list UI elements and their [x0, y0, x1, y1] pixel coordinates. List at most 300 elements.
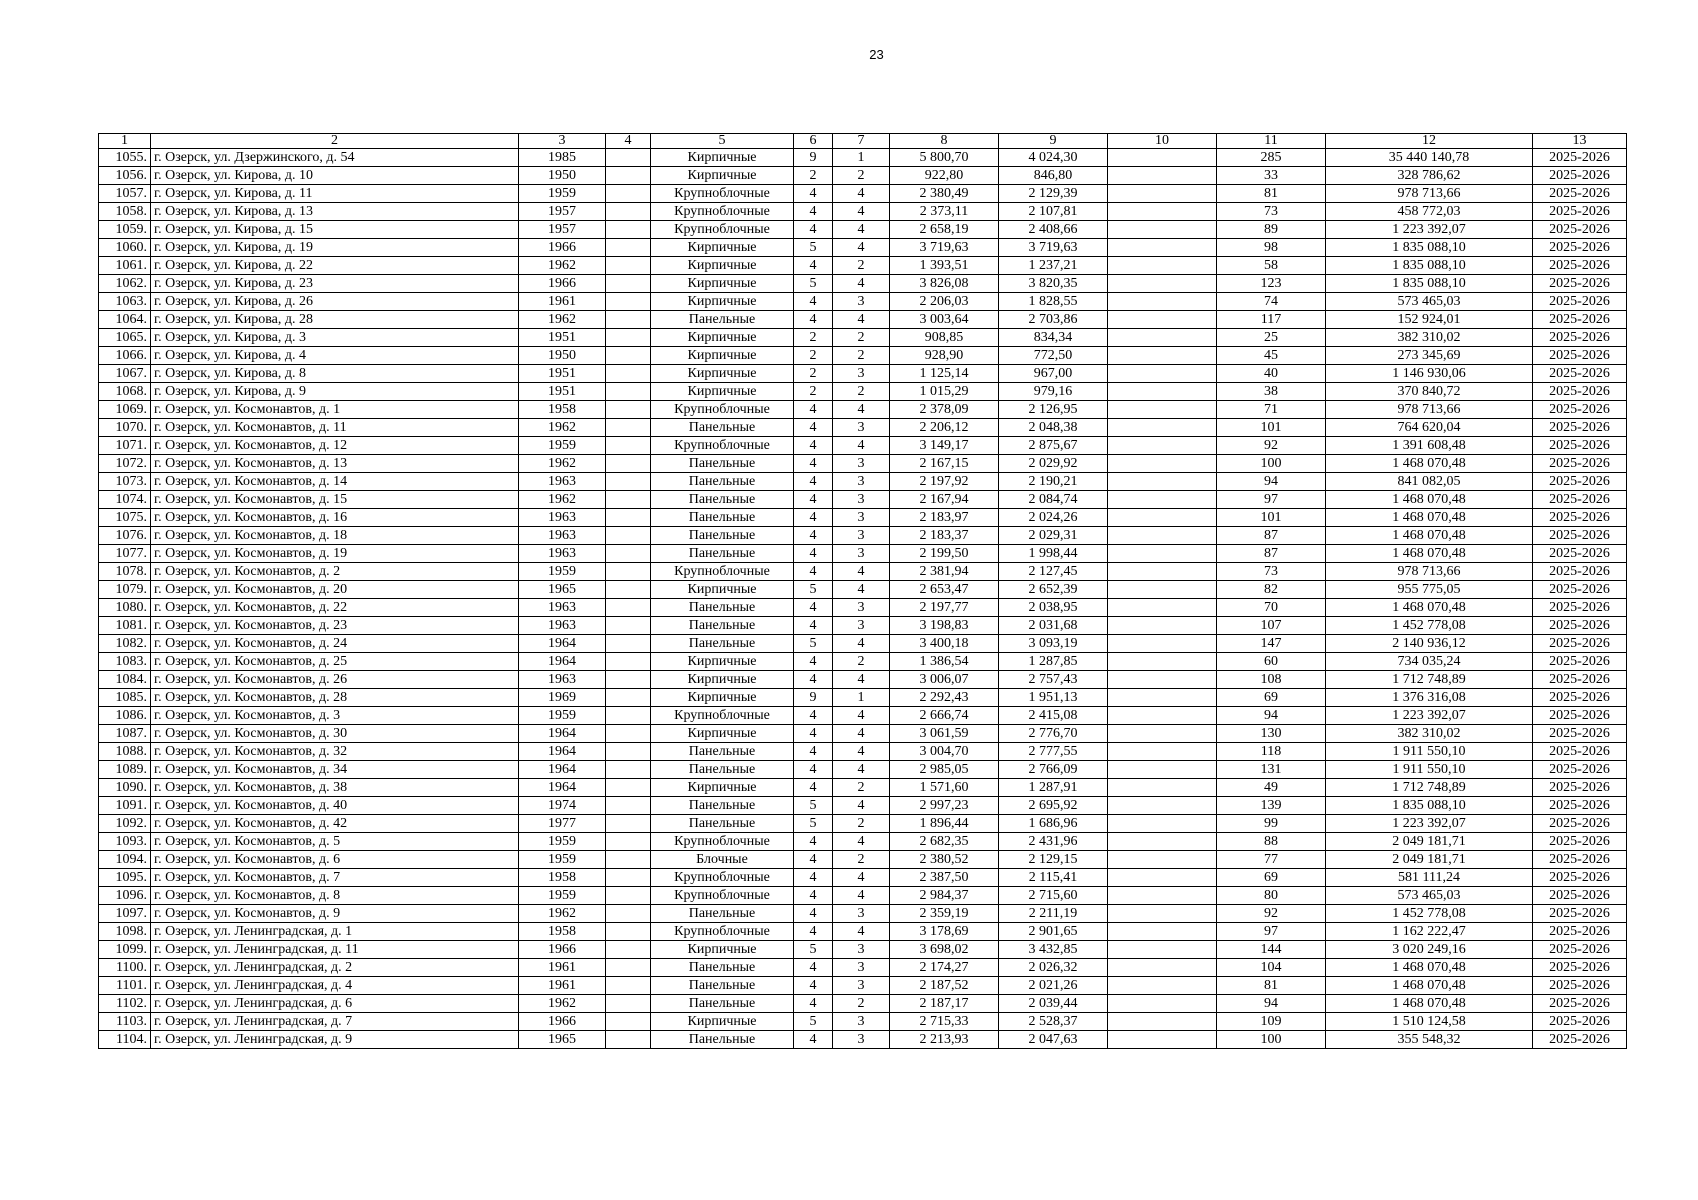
address-cell: г. Озерск, ул. Ленинградская, д. 2 [151, 959, 519, 977]
address-cell: г. Озерск, ул. Кирова, д. 15 [151, 221, 519, 239]
cost-cell: 978 713,66 [1326, 401, 1533, 419]
entrances-cell: 3 [833, 1013, 890, 1031]
residents-cell: 81 [1217, 977, 1326, 995]
floors-cell: 4 [794, 293, 833, 311]
entrances-cell: 4 [833, 221, 890, 239]
entrances-cell: 4 [833, 635, 890, 653]
living-area-cell: 2 408,66 [999, 221, 1108, 239]
row-number-cell: 1091. [99, 797, 151, 815]
address-cell: г. Озерск, ул. Кирова, д. 19 [151, 239, 519, 257]
period-cell: 2025-2026 [1533, 995, 1627, 1013]
cost-cell: 1 452 778,08 [1326, 617, 1533, 635]
wall-material-cell: Панельные [651, 311, 794, 329]
col-10-cell [1108, 995, 1217, 1013]
col-4-cell [606, 365, 651, 383]
col-4-cell [606, 401, 651, 419]
cost-cell: 1 468 070,48 [1326, 455, 1533, 473]
cost-cell: 2 049 181,71 [1326, 851, 1533, 869]
address-cell: г. Озерск, ул. Космонавтов, д. 18 [151, 527, 519, 545]
row-number-cell: 1075. [99, 509, 151, 527]
wall-material-cell: Панельные [651, 797, 794, 815]
living-area-cell: 1 287,91 [999, 779, 1108, 797]
residents-cell: 104 [1217, 959, 1326, 977]
residents-cell: 97 [1217, 923, 1326, 941]
entrances-cell: 3 [833, 473, 890, 491]
period-cell: 2025-2026 [1533, 167, 1627, 185]
col-4-cell [606, 725, 651, 743]
address-cell: г. Озерск, ул. Космонавтов, д. 2 [151, 563, 519, 581]
period-cell: 2025-2026 [1533, 977, 1627, 995]
address-cell: г. Озерск, ул. Кирова, д. 23 [151, 275, 519, 293]
living-area-cell: 2 021,26 [999, 977, 1108, 995]
address-cell: г. Озерск, ул. Космонавтов, д. 24 [151, 635, 519, 653]
col-4-cell [606, 905, 651, 923]
residents-cell: 25 [1217, 329, 1326, 347]
residents-cell: 73 [1217, 563, 1326, 581]
row-number-cell: 1093. [99, 833, 151, 851]
residents-cell: 118 [1217, 743, 1326, 761]
col-10-cell [1108, 797, 1217, 815]
cost-cell: 1 835 088,10 [1326, 797, 1533, 815]
row-number-cell: 1074. [99, 491, 151, 509]
table-row [99, 1031, 1627, 1049]
residents-cell: 97 [1217, 491, 1326, 509]
residents-cell: 87 [1217, 527, 1326, 545]
floors-cell: 4 [794, 437, 833, 455]
col-4-cell [606, 779, 651, 797]
residents-cell: 77 [1217, 851, 1326, 869]
total-area-cell: 2 666,74 [890, 707, 999, 725]
table-row [99, 257, 1627, 275]
row-number-cell: 1099. [99, 941, 151, 959]
col-4-cell [606, 257, 651, 275]
residents-cell: 101 [1217, 419, 1326, 437]
address-cell: г. Озерск, ул. Космонавтов, д. 9 [151, 905, 519, 923]
table-row [99, 437, 1627, 455]
living-area-cell: 2 528,37 [999, 1013, 1108, 1031]
total-area-cell: 928,90 [890, 347, 999, 365]
address-cell: г. Озерск, ул. Космонавтов, д. 20 [151, 581, 519, 599]
col-10-cell [1108, 923, 1217, 941]
floors-cell: 5 [794, 941, 833, 959]
year-built-cell: 1959 [519, 887, 606, 905]
floors-cell: 4 [794, 401, 833, 419]
total-area-cell: 2 682,35 [890, 833, 999, 851]
address-cell: г. Озерск, ул. Космонавтов, д. 23 [151, 617, 519, 635]
year-built-cell: 1964 [519, 653, 606, 671]
floors-cell: 4 [794, 455, 833, 473]
total-area-cell: 1 015,29 [890, 383, 999, 401]
address-cell: г. Озерск, ул. Кирова, д. 8 [151, 365, 519, 383]
residents-cell: 58 [1217, 257, 1326, 275]
total-area-cell: 2 213,93 [890, 1031, 999, 1049]
year-built-cell: 1951 [519, 383, 606, 401]
row-number-cell: 1083. [99, 653, 151, 671]
wall-material-cell: Крупноблочные [651, 221, 794, 239]
entrances-cell: 3 [833, 455, 890, 473]
period-cell: 2025-2026 [1533, 293, 1627, 311]
table-row [99, 725, 1627, 743]
year-built-cell: 1958 [519, 401, 606, 419]
row-number-cell: 1095. [99, 869, 151, 887]
period-cell: 2025-2026 [1533, 869, 1627, 887]
col-4-cell [606, 599, 651, 617]
wall-material-cell: Панельные [651, 491, 794, 509]
floors-cell: 2 [794, 383, 833, 401]
living-area-cell: 2 777,55 [999, 743, 1108, 761]
total-area-cell: 3 149,17 [890, 437, 999, 455]
row-number-cell: 1089. [99, 761, 151, 779]
entrances-cell: 4 [833, 203, 890, 221]
col-10-cell [1108, 815, 1217, 833]
wall-material-cell: Кирпичные [651, 671, 794, 689]
cost-cell: 841 082,05 [1326, 473, 1533, 491]
cost-cell: 152 924,01 [1326, 311, 1533, 329]
year-built-cell: 1962 [519, 311, 606, 329]
col-4-cell [606, 671, 651, 689]
col-4-cell [606, 419, 651, 437]
row-number-cell: 1101. [99, 977, 151, 995]
col-10-cell [1108, 509, 1217, 527]
table-row [99, 635, 1627, 653]
period-cell: 2025-2026 [1533, 887, 1627, 905]
row-number-cell: 1055. [99, 149, 151, 167]
row-number-cell: 1102. [99, 995, 151, 1013]
table-row [99, 923, 1627, 941]
residents-cell: 92 [1217, 905, 1326, 923]
living-area-cell: 834,34 [999, 329, 1108, 347]
residents-cell: 139 [1217, 797, 1326, 815]
col-4-cell [606, 887, 651, 905]
col-4-cell [606, 563, 651, 581]
row-number-cell: 1081. [99, 617, 151, 635]
living-area-cell: 2 766,09 [999, 761, 1108, 779]
residents-cell: 88 [1217, 833, 1326, 851]
row-number-cell: 1068. [99, 383, 151, 401]
year-built-cell: 1959 [519, 563, 606, 581]
entrances-cell: 3 [833, 509, 890, 527]
living-area-cell: 2 415,08 [999, 707, 1108, 725]
entrances-cell: 3 [833, 1031, 890, 1049]
cost-cell: 955 775,05 [1326, 581, 1533, 599]
wall-material-cell: Кирпичные [651, 167, 794, 185]
total-area-cell: 1 125,14 [890, 365, 999, 383]
cost-cell: 1 468 070,48 [1326, 509, 1533, 527]
column-header-6: 6 [794, 134, 833, 149]
table-row [99, 833, 1627, 851]
entrances-cell: 4 [833, 275, 890, 293]
row-number-cell: 1100. [99, 959, 151, 977]
living-area-cell: 2 652,39 [999, 581, 1108, 599]
wall-material-cell: Крупноблочные [651, 887, 794, 905]
year-built-cell: 1957 [519, 221, 606, 239]
total-area-cell: 3 003,64 [890, 311, 999, 329]
col-4-cell [606, 707, 651, 725]
entrances-cell: 4 [833, 797, 890, 815]
wall-material-cell: Кирпичные [651, 347, 794, 365]
period-cell: 2025-2026 [1533, 185, 1627, 203]
wall-material-cell: Кирпичные [651, 239, 794, 257]
residents-cell: 101 [1217, 509, 1326, 527]
entrances-cell: 2 [833, 995, 890, 1013]
floors-cell: 4 [794, 653, 833, 671]
col-4-cell [606, 293, 651, 311]
floors-cell: 4 [794, 779, 833, 797]
total-area-cell: 1 393,51 [890, 257, 999, 275]
column-header-7: 7 [833, 134, 890, 149]
residents-cell: 92 [1217, 437, 1326, 455]
total-area-cell: 2 183,37 [890, 527, 999, 545]
col-4-cell [606, 149, 651, 167]
floors-cell: 5 [794, 635, 833, 653]
cost-cell: 2 049 181,71 [1326, 833, 1533, 851]
row-number-cell: 1082. [99, 635, 151, 653]
year-built-cell: 1969 [519, 689, 606, 707]
address-cell: г. Озерск, ул. Космонавтов, д. 38 [151, 779, 519, 797]
residents-cell: 73 [1217, 203, 1326, 221]
living-area-cell: 772,50 [999, 347, 1108, 365]
living-area-cell: 3 093,19 [999, 635, 1108, 653]
col-4-cell [606, 311, 651, 329]
cost-cell: 1 162 222,47 [1326, 923, 1533, 941]
table-row [99, 779, 1627, 797]
table-row [99, 419, 1627, 437]
table-row [99, 887, 1627, 905]
col-4-cell [606, 455, 651, 473]
address-cell: г. Озерск, ул. Космонавтов, д. 22 [151, 599, 519, 617]
wall-material-cell: Панельные [651, 905, 794, 923]
total-area-cell: 2 197,92 [890, 473, 999, 491]
entrances-cell: 4 [833, 239, 890, 257]
floors-cell: 4 [794, 671, 833, 689]
period-cell: 2025-2026 [1533, 311, 1627, 329]
entrances-cell: 1 [833, 689, 890, 707]
address-cell: г. Озерск, ул. Кирова, д. 11 [151, 185, 519, 203]
total-area-cell: 2 387,50 [890, 869, 999, 887]
col-4-cell [606, 923, 651, 941]
residents-cell: 123 [1217, 275, 1326, 293]
col-10-cell [1108, 833, 1217, 851]
row-number-cell: 1063. [99, 293, 151, 311]
table-row [99, 527, 1627, 545]
year-built-cell: 1964 [519, 725, 606, 743]
col-4-cell [606, 473, 651, 491]
col-10-cell [1108, 1031, 1217, 1049]
living-area-cell: 1 951,13 [999, 689, 1108, 707]
row-number-cell: 1103. [99, 1013, 151, 1031]
period-cell: 2025-2026 [1533, 725, 1627, 743]
cost-cell: 1 911 550,10 [1326, 761, 1533, 779]
total-area-cell: 2 997,23 [890, 797, 999, 815]
residents-cell: 98 [1217, 239, 1326, 257]
wall-material-cell: Кирпичные [651, 581, 794, 599]
floors-cell: 4 [794, 905, 833, 923]
col-4-cell [606, 203, 651, 221]
col-4-cell [606, 527, 651, 545]
year-built-cell: 1963 [519, 617, 606, 635]
row-number-cell: 1086. [99, 707, 151, 725]
total-area-cell: 2 380,49 [890, 185, 999, 203]
col-10-cell [1108, 941, 1217, 959]
cost-cell: 734 035,24 [1326, 653, 1533, 671]
total-area-cell: 2 197,77 [890, 599, 999, 617]
table-row [99, 959, 1627, 977]
wall-material-cell: Панельные [651, 509, 794, 527]
residents-cell: 40 [1217, 365, 1326, 383]
row-number-cell: 1090. [99, 779, 151, 797]
floors-cell: 4 [794, 1031, 833, 1049]
wall-material-cell: Блочные [651, 851, 794, 869]
year-built-cell: 1959 [519, 851, 606, 869]
cost-cell: 1 835 088,10 [1326, 239, 1533, 257]
table-row [99, 221, 1627, 239]
col-10-cell [1108, 275, 1217, 293]
entrances-cell: 4 [833, 311, 890, 329]
entrances-cell: 4 [833, 581, 890, 599]
row-number-cell: 1061. [99, 257, 151, 275]
living-area-cell: 2 048,38 [999, 419, 1108, 437]
living-area-cell: 2 129,15 [999, 851, 1108, 869]
col-10-cell [1108, 707, 1217, 725]
residents-cell: 81 [1217, 185, 1326, 203]
year-built-cell: 1963 [519, 671, 606, 689]
cost-cell: 382 310,02 [1326, 725, 1533, 743]
col-4-cell [606, 743, 651, 761]
living-area-cell: 2 031,68 [999, 617, 1108, 635]
row-number-cell: 1087. [99, 725, 151, 743]
total-area-cell: 2 985,05 [890, 761, 999, 779]
entrances-cell: 4 [833, 401, 890, 419]
col-10-cell [1108, 959, 1217, 977]
period-cell: 2025-2026 [1533, 455, 1627, 473]
address-cell: г. Озерск, ул. Кирова, д. 26 [151, 293, 519, 311]
total-area-cell: 3 698,02 [890, 941, 999, 959]
total-area-cell: 2 187,52 [890, 977, 999, 995]
year-built-cell: 1962 [519, 905, 606, 923]
wall-material-cell: Панельные [651, 761, 794, 779]
col-4-cell [606, 833, 651, 851]
col-10-cell [1108, 185, 1217, 203]
col-4-cell [606, 347, 651, 365]
total-area-cell: 3 198,83 [890, 617, 999, 635]
year-built-cell: 1962 [519, 419, 606, 437]
col-10-cell [1108, 563, 1217, 581]
row-number-cell: 1065. [99, 329, 151, 347]
address-cell: г. Озерск, ул. Кирова, д. 10 [151, 167, 519, 185]
table-row [99, 707, 1627, 725]
floors-cell: 4 [794, 743, 833, 761]
col-10-cell [1108, 725, 1217, 743]
period-cell: 2025-2026 [1533, 689, 1627, 707]
row-number-cell: 1084. [99, 671, 151, 689]
year-built-cell: 1962 [519, 995, 606, 1013]
floors-cell: 4 [794, 527, 833, 545]
column-number-row [99, 134, 1627, 149]
col-10-cell [1108, 653, 1217, 671]
address-cell: г. Озерск, ул. Дзержинского, д. 54 [151, 149, 519, 167]
living-area-cell: 3 432,85 [999, 941, 1108, 959]
residents-cell: 99 [1217, 815, 1326, 833]
col-10-cell [1108, 455, 1217, 473]
wall-material-cell: Кирпичные [651, 329, 794, 347]
col-10-cell [1108, 599, 1217, 617]
entrances-cell: 3 [833, 293, 890, 311]
living-area-cell: 2 757,43 [999, 671, 1108, 689]
table-row [99, 653, 1627, 671]
column-header-11: 11 [1217, 134, 1326, 149]
entrances-cell: 3 [833, 941, 890, 959]
row-number-cell: 1070. [99, 419, 151, 437]
cost-cell: 1 835 088,10 [1326, 257, 1533, 275]
cost-cell: 1 223 392,07 [1326, 221, 1533, 239]
table-row [99, 815, 1627, 833]
living-area-cell: 1 686,96 [999, 815, 1108, 833]
wall-material-cell: Крупноблочные [651, 707, 794, 725]
period-cell: 2025-2026 [1533, 419, 1627, 437]
wall-material-cell: Крупноблочные [651, 185, 794, 203]
column-header-1: 1 [99, 134, 151, 149]
table-row [99, 761, 1627, 779]
year-built-cell: 1961 [519, 959, 606, 977]
cost-cell: 370 840,72 [1326, 383, 1533, 401]
total-area-cell: 2 984,37 [890, 887, 999, 905]
year-built-cell: 1966 [519, 941, 606, 959]
address-cell: г. Озерск, ул. Космонавтов, д. 12 [151, 437, 519, 455]
total-area-cell: 2 206,12 [890, 419, 999, 437]
col-10-cell [1108, 851, 1217, 869]
cost-cell: 764 620,04 [1326, 419, 1533, 437]
row-number-cell: 1059. [99, 221, 151, 239]
address-cell: г. Озерск, ул. Космонавтов, д. 3 [151, 707, 519, 725]
entrances-cell: 3 [833, 419, 890, 437]
period-cell: 2025-2026 [1533, 779, 1627, 797]
living-area-cell: 2 026,32 [999, 959, 1108, 977]
col-4-cell [606, 941, 651, 959]
year-built-cell: 1966 [519, 239, 606, 257]
period-cell: 2025-2026 [1533, 329, 1627, 347]
residents-cell: 100 [1217, 455, 1326, 473]
total-area-cell: 2 206,03 [890, 293, 999, 311]
year-built-cell: 1959 [519, 707, 606, 725]
col-10-cell [1108, 581, 1217, 599]
wall-material-cell: Крупноблочные [651, 563, 794, 581]
entrances-cell: 1 [833, 149, 890, 167]
col-4-cell [606, 275, 651, 293]
entrances-cell: 4 [833, 923, 890, 941]
entrances-cell: 3 [833, 959, 890, 977]
floors-cell: 4 [794, 203, 833, 221]
col-4-cell [606, 653, 651, 671]
cost-cell: 382 310,02 [1326, 329, 1533, 347]
period-cell: 2025-2026 [1533, 797, 1627, 815]
column-header-3: 3 [519, 134, 606, 149]
total-area-cell: 3 719,63 [890, 239, 999, 257]
residents-cell: 108 [1217, 671, 1326, 689]
entrances-cell: 3 [833, 545, 890, 563]
year-built-cell: 1966 [519, 1013, 606, 1031]
living-area-cell: 2 129,39 [999, 185, 1108, 203]
col-4-cell [606, 869, 651, 887]
col-10-cell [1108, 149, 1217, 167]
floors-cell: 4 [794, 923, 833, 941]
entrances-cell: 3 [833, 617, 890, 635]
living-area-cell: 979,16 [999, 383, 1108, 401]
total-area-cell: 1 896,44 [890, 815, 999, 833]
wall-material-cell: Панельные [651, 599, 794, 617]
total-area-cell: 3 826,08 [890, 275, 999, 293]
floors-cell: 4 [794, 887, 833, 905]
table-row [99, 797, 1627, 815]
